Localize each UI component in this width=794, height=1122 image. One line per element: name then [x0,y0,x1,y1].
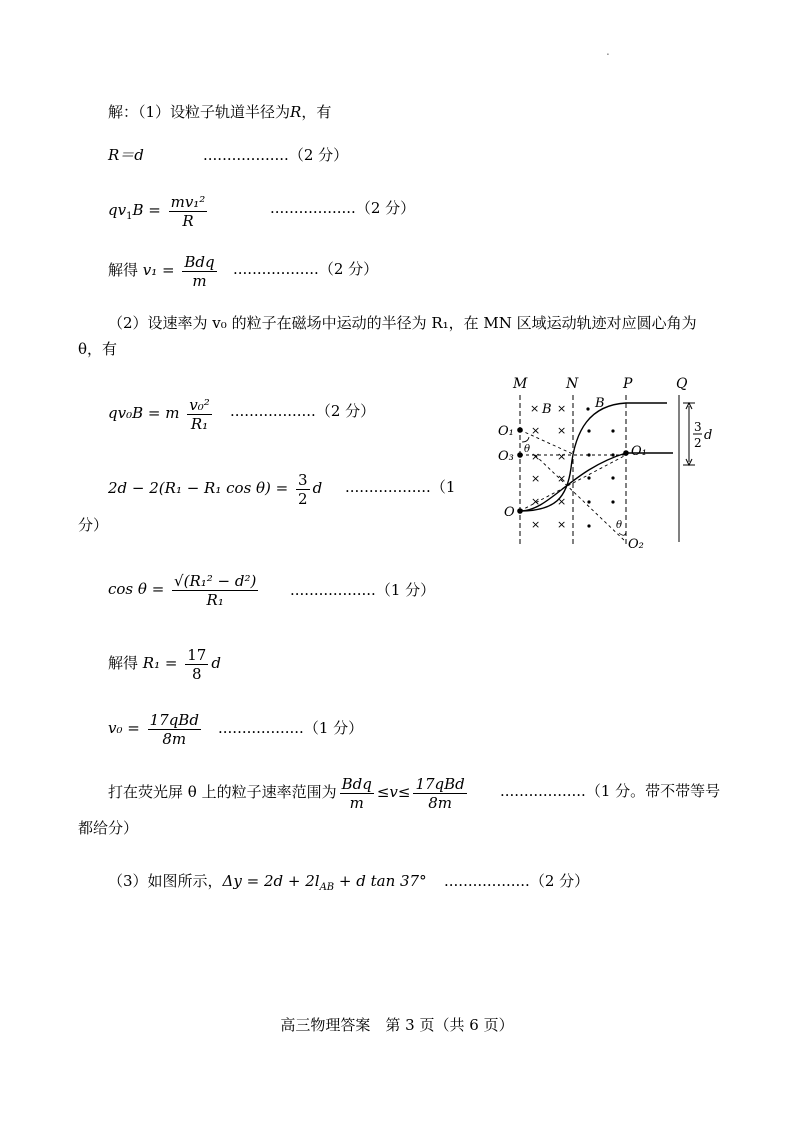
part2-intro-line2: θ，有 [78,340,118,358]
part2-intro-line1: （2）设速率为 v₀ 的粒子在磁场中运动的半径为 R₁，在 MN 区域运动轨迹对应圆心角为 [108,314,697,332]
field-cross: × [531,472,541,485]
part2-range-score: ..................（1 分。带不带等号 [500,782,721,800]
part1-eq2: $qv_1B$ = $\frac{\text{mv₁²}}{R}$ [108,192,206,230]
part2-eq3: cos θ = $\frac{\text{√(R₁² − d²)}}{\text{R₁}}$ [108,571,257,609]
field-cross: × [531,518,541,531]
part1-score1: ..................（2 分） [203,146,349,164]
part2-eq1: qv₀B = m $\frac{\text{v₀²}}{\text{R₁}}$ [108,395,210,433]
field-cross: × [531,424,541,437]
label-N: N [566,376,579,392]
part3-line: （3）如图所示，$\Delta y = 2d + 2l_{AB} + d$ tan 37° [108,872,427,893]
label-O: O [504,505,515,520]
angle-arc-bottom [619,532,626,535]
field-cross: × [557,472,567,485]
part1-intro: 解：（1）设粒子轨道半径为R，有 [108,103,332,121]
part2-eq5-frac: $\frac{\text{17qBd}}{8m}$ [149,710,199,748]
point-O [517,508,523,514]
construction-line [535,455,626,542]
dimension-var: d [704,428,713,443]
field-cross: × [531,450,541,463]
part1-eq1: R＝d [108,146,144,164]
field-cross: × [557,402,567,415]
part2-score1: ..................（2 分） [230,402,376,420]
part2-range-frac1: $\frac{\text{Bdq}}{m}$ [341,774,372,812]
label-Q: Q [676,376,688,392]
part2-score3: ..................（1 分） [290,581,436,599]
part1-eq2-frac: $\frac{\text{mv₁²}}{R}$ [170,192,206,230]
part3-score: ..................（2 分） [444,872,590,890]
part2-eq1-frac: $\frac{\text{v₀²}}{\text{R₁}}$ [189,395,210,433]
field-dot [587,500,590,503]
field-cross: × [530,402,540,415]
part1-score3: ..................（2 分） [233,260,379,278]
point-O1-right [623,450,629,456]
part2-range-frac2: $\frac{\text{17qBd}}{8m}$ [415,774,465,812]
label-B-cross: B [542,402,552,417]
label-O2: O₂ [628,537,644,552]
field-dot [587,429,590,432]
part2-eq4: 解得 R₁ = $\frac{17}{8}$ d [108,645,221,683]
field-cross: × [557,450,567,463]
field-cross: × [531,495,541,508]
part2-eq3-frac: $\frac{\text{√(R₁² − d²)}}{\text{R₁}}$ [174,571,257,609]
field-dot [611,500,614,503]
point-O1-left [517,427,523,433]
part2-eq2-frac: $\frac{3}{2}$ [298,470,308,508]
field-cross: × [557,424,567,437]
field-dot [587,524,590,527]
point-O3 [517,452,523,458]
part2-range: 打在荧光屏 θ 上的粒子速率范围为 $\frac{\text{Bdq}}{m}$ ≤v≤ $\frac{\text{17qBd}}{8m}$ [108,774,465,812]
part2-score5: ..................（1 分） [218,719,364,737]
part2-score2b: 分） [78,516,109,534]
part2-eq5: v₀ = $\frac{\text{17qBd}}{8m}$ [108,710,199,748]
dimension-num: 3 [694,420,702,434]
dimension-den: 2 [694,436,702,450]
trajectory-lower [520,453,673,511]
part2-eq4-frac: $\frac{17}{8}$ [187,645,207,683]
label-P: P [623,376,633,392]
part1-eq3: 解得 v₁ = $\frac{\text{Bdq}}{m}$ [108,252,215,290]
part2-range-line2: 都给分） [78,819,139,837]
label-O1-left: O₁ [498,424,514,439]
field-dot [587,476,590,479]
label-theta-bottom: θ [616,520,623,531]
field-dot [586,407,589,410]
label-O3: O₃ [498,449,514,464]
label-B-dot: B [595,396,605,411]
part1-eq3-frac: $\frac{\text{Bdq}}{m}$ [184,252,215,290]
field-dot [611,429,614,432]
field-dot [611,476,614,479]
label-O1-right: O₁ [631,444,647,459]
corner-mark: . [606,44,610,58]
field-cross: × [557,495,567,508]
page-footer: 高三物理答案 第 3 页（共 6 页） [280,1016,514,1034]
label-theta-top: θ [524,444,531,455]
angle-arc-top [522,437,529,442]
label-M: M [513,376,528,392]
magnetic-field-figure [495,370,735,560]
part1-score2: ..................（2 分） [270,199,416,217]
field-cross: × [557,518,567,531]
part2-eq2: 2d − 2(R₁ − R₁ cos θ) = $\frac{3}{2}$ d [108,470,323,508]
part2-score2a: ..................（1 [345,478,456,496]
